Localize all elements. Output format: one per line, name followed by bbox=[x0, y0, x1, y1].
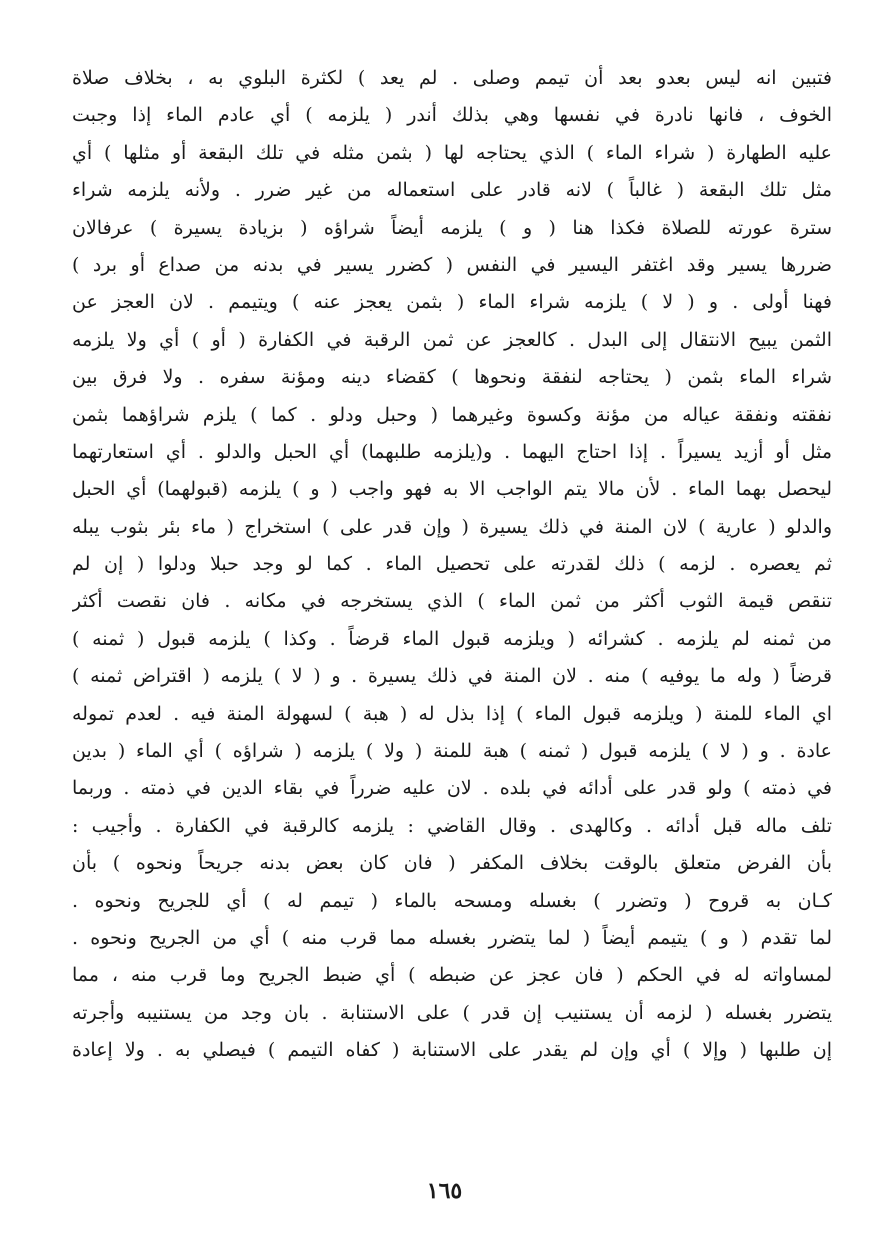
text-line: لما تقدم ( و ) يتيمم أيضاً ( لما يتضرر بغسله مما قرب منه ) أي من الجريح ونحوه . bbox=[72, 926, 832, 949]
text-line: بأن الفرض متعلق بالوقت بخلاف المكفر ( فان كان بعض بدنه جريحاً ونحوه ) بأن bbox=[72, 852, 832, 875]
text-line: نفقته ونفقة عياله من مؤنة وكسوة وغيرهما ( وحبل ودلو . كما ) يلزم شراؤهما بثمن bbox=[72, 403, 832, 426]
text-line: لمساواته له في الحكم ( فان عجز عن ضبطه ) أي ضبط الجريح وما قرب منه ، مما bbox=[72, 964, 832, 987]
text-line: من ثمنه لم يلزمه . كشرائه ( ويلزمه قبول الماء قرضاً . وكذا ) يلزمه قبول ( ثمنه ) bbox=[72, 627, 832, 650]
text-line: فتبين انه ليس بعدو بعد أن تيمم وصلى . لم يعد ) لكثرة البلوي به ، بخلاف صلاة bbox=[72, 67, 832, 89]
text-line: والدلو ( عارية ) لان المنة في ذلك يسيرة ( وإن قدر على ) استخراج ( ماء بئر بثوب يبله bbox=[72, 515, 832, 538]
text-line: إن طلبها ( وإلا ) أي وإن لم يقدر على الاستنابة ( كفاه التيمم ) فيصلي به . ولا إعادة bbox=[72, 1039, 832, 1062]
text-line: عادة . و ( لا ) يلزمه قبول ( ثمنه ) هبة للمنة ( ولا ) يلزمه ( شراؤه ) أي الماء ( بدين bbox=[72, 740, 832, 763]
text-line: في ذمته ) ولو قدر على أدائه في بلده . لان عليه ضرراً في بقاء الدين في ذمته . وربما bbox=[72, 777, 832, 800]
text-line: مثل أو أزيد يسيراً . إذا احتاج اليهما . و(يلزمه طلبهما) أي الحبل والدلو . أي استعارتهما bbox=[72, 440, 832, 463]
body-text bbox=[72, 60, 832, 1070]
text-line: الخوف ، فانها نادرة في نفسها وهي بذلك أندر ( يلزمه ) أي عادم الماء إذا وجبت bbox=[72, 104, 832, 127]
text-line: ليحصل بهما الماء . لأن مالا يتم الواجب الا به فهو واجب ( و ) يلزمه (قبولهما) أي الحبل bbox=[72, 478, 832, 501]
text-line: ثم يعصره . لزمه ) ذلك لقدرته على تحصيل الماء . كما لو وجد حبلا ودلوا ( إن لم bbox=[72, 553, 832, 576]
text-line: الثمن يبيح الانتقال إلى البدل . كالعجز عن ثمن الرقبة في الكفارة ( أو ) أي ولا يلزمه bbox=[72, 328, 832, 351]
text-line: عليه الطهارة ( شراء الماء ) الذي يحتاجه لها ( بثمن مثله في تلك البقعة أو مثلها ) أي bbox=[72, 141, 832, 164]
text-line: قرضاً ( وله ما يوفيه ) منه . لان المنة في ذلك يسيرة . و ( لا ) يلزمه ( اقتراض ثمنه ) bbox=[72, 665, 832, 688]
text-line: كـان به قروح ( وتضرر ) بغسله ومسحه بالماء ( تيمم له ) أي للجريح ونحوه . bbox=[72, 889, 832, 912]
text-line: تنقص قيمة الثوب أكثر من ثمن الماء ) الذي يستخرجه في مكانه . فان نقصت أكثر bbox=[72, 590, 832, 613]
text-line: مثل تلك البقعة ( غالباً ) لانه قادر على استعماله من غير ضرر . ولأنه يلزمه شراء bbox=[72, 179, 832, 202]
text-line: تلف ماله قبل أدائه . وكالهدى . وقال القاضي : يلزمه كالرقبة في الكفارة . وأجيب : bbox=[72, 814, 832, 837]
text-line: سترة عورته للصلاة فكذا هنا ( و ) يلزمه أيضاً شراؤه ( بزيادة يسيرة ) عرفالان bbox=[72, 216, 832, 239]
text-line: ضررها يسير وقد اغتفر اليسير في النفس ( كضرر يسير في بدنه من صداع أو برد ) bbox=[72, 253, 832, 276]
text-line: فهنا أولى . و ( لا ) يلزمه شراء الماء ( بثمن يعجز عنه ) ويتيمم . لان العجز عن bbox=[72, 291, 832, 314]
document-page bbox=[72, 60, 832, 1160]
page-number: ١٦٥ bbox=[426, 1178, 463, 1204]
text-line: شراء الماء بثمن ( يحتاجه لنفقة ونحوها ) كقضاء دينه ومؤنة سفره . ولا فرق بين bbox=[72, 366, 832, 389]
text-line: يتضرر بغسله ( لزمه أن يستنيب إن قدر ) على الاستنابة . بان وجد من يستنيبه وأجرته bbox=[72, 1001, 832, 1024]
text-line: اي الماء للمنة ( ويلزمه قبول الماء ) إذا بذل له ( هبة ) لسهولة المنة فيه . لعدم تموله bbox=[72, 702, 832, 725]
